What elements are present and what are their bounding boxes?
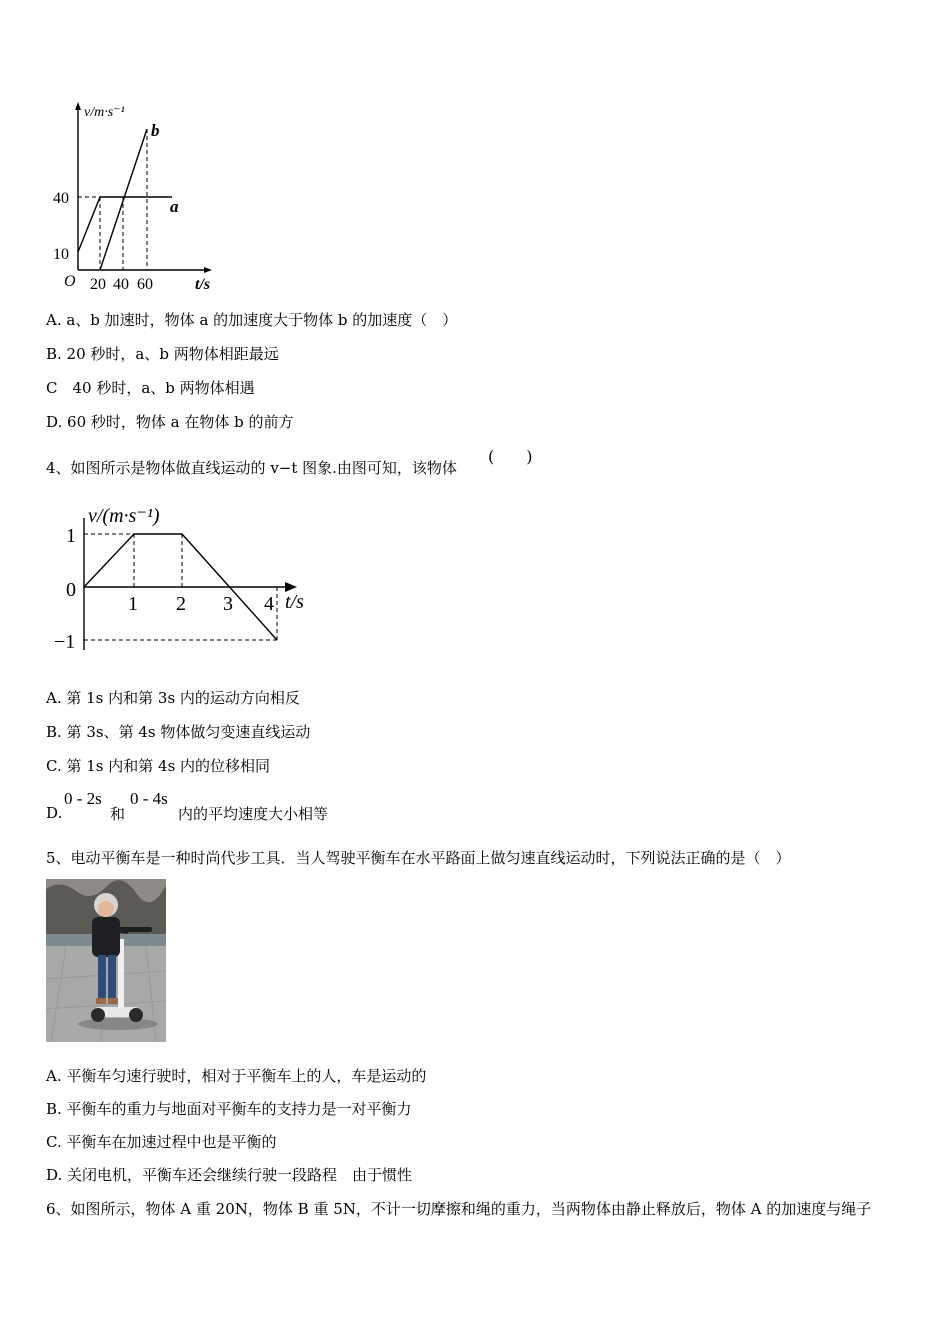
- q3-x-tick-40: 40: [113, 276, 129, 293]
- q3-line-a-label: a: [170, 197, 179, 216]
- q4-y-tick-neg1: −1: [54, 631, 76, 653]
- q3-y-arrow: [75, 102, 81, 110]
- q4-option-c: C. 第 1s 内和第 4s 内的位移相同: [46, 757, 271, 775]
- q4-stem: 4、如图所示是物体做直线运动的 v−t 图象.由图可知，该物体: [46, 459, 457, 477]
- q3-x-tick-20: 20: [90, 276, 106, 293]
- q3-option-c: C 40 秒时，a、b 两物体相遇: [46, 379, 255, 397]
- q3-origin: O: [64, 273, 76, 290]
- q4-x-tick-4: 4: [264, 593, 274, 615]
- q4-x-label: t/s: [285, 591, 304, 613]
- q5-option-d: D. 关闭电机，平衡车还会继续行驶一段路程 由于惯性: [46, 1166, 413, 1184]
- q3-y-tick-10: 10: [53, 246, 69, 263]
- q6-stem: 6、如图所示，物体 A 重 20N，物体 B 重 5N，不计一切摩擦和绳的重力，当两物体由静止释放后，物体 A 的加速度与绳子: [46, 1200, 872, 1218]
- q4-vt-graph: [52, 500, 322, 660]
- q3-x-label: t/s: [195, 276, 211, 293]
- q4-x-tick-3: 3: [223, 593, 233, 615]
- q4-option-b: B. 第 3s、第 4s 物体做匀变速直线运动: [46, 723, 311, 741]
- q5-option-b: B. 平衡车的重力与地面对平衡车的支持力是一对平衡力: [46, 1100, 412, 1118]
- q4-x-tick-2: 2: [176, 593, 186, 615]
- q5-stem: 5、电动平衡车是一种时尚代步工具．当人驾驶平衡车在水平路面上做匀速直线运动时，下列说法正确的是（ ）: [46, 849, 791, 867]
- q4-y-tick-0: 0: [66, 579, 76, 601]
- q3-option-b: B. 20 秒时，a、b 两物体相距最远: [46, 345, 279, 363]
- q4-answer-paren: ( ): [488, 447, 533, 466]
- q4-option-d-expr1: 0 - 2s: [64, 789, 102, 808]
- q4-y-tick-1: 1: [66, 525, 76, 547]
- q3-x-tick-60: 60: [137, 276, 153, 293]
- q4-option-d-suffix: 内的平均速度大小相等: [178, 805, 329, 823]
- q3-option-a: A. a、b 加速时，物体 a 的加速度大于物体 b 的加速度（ ）: [46, 311, 458, 329]
- q4-option-d-and: 和: [110, 805, 126, 823]
- q4-option-d-expr2: 0 - 4s: [130, 789, 168, 808]
- q3-x-arrow: [204, 267, 212, 273]
- q3-line-a: [78, 197, 172, 252]
- q3-y-tick-40: 40: [53, 190, 69, 207]
- q5-option-a: A. 平衡车匀速行驶时，相对于平衡车上的人，车是运动的: [46, 1067, 427, 1085]
- q3-vt-graph: [50, 96, 225, 296]
- q3-y-label: v/m·s⁻¹: [84, 105, 125, 120]
- q4-option-d-prefix: D.: [46, 804, 63, 822]
- q4-y-label: v/(m·s⁻¹): [88, 505, 160, 527]
- q4-x-tick-1: 1: [128, 593, 138, 615]
- q5-option-c: C. 平衡车在加速过程中也是平衡的: [46, 1133, 277, 1151]
- q3-option-d: D. 60 秒时，物体 a 在物体 b 的前方: [46, 413, 294, 431]
- q4-option-a: A. 第 1s 内和第 3s 内的运动方向相反: [46, 689, 300, 707]
- balance-scooter-photo: [46, 879, 166, 1042]
- q3-line-b-label: b: [151, 121, 160, 140]
